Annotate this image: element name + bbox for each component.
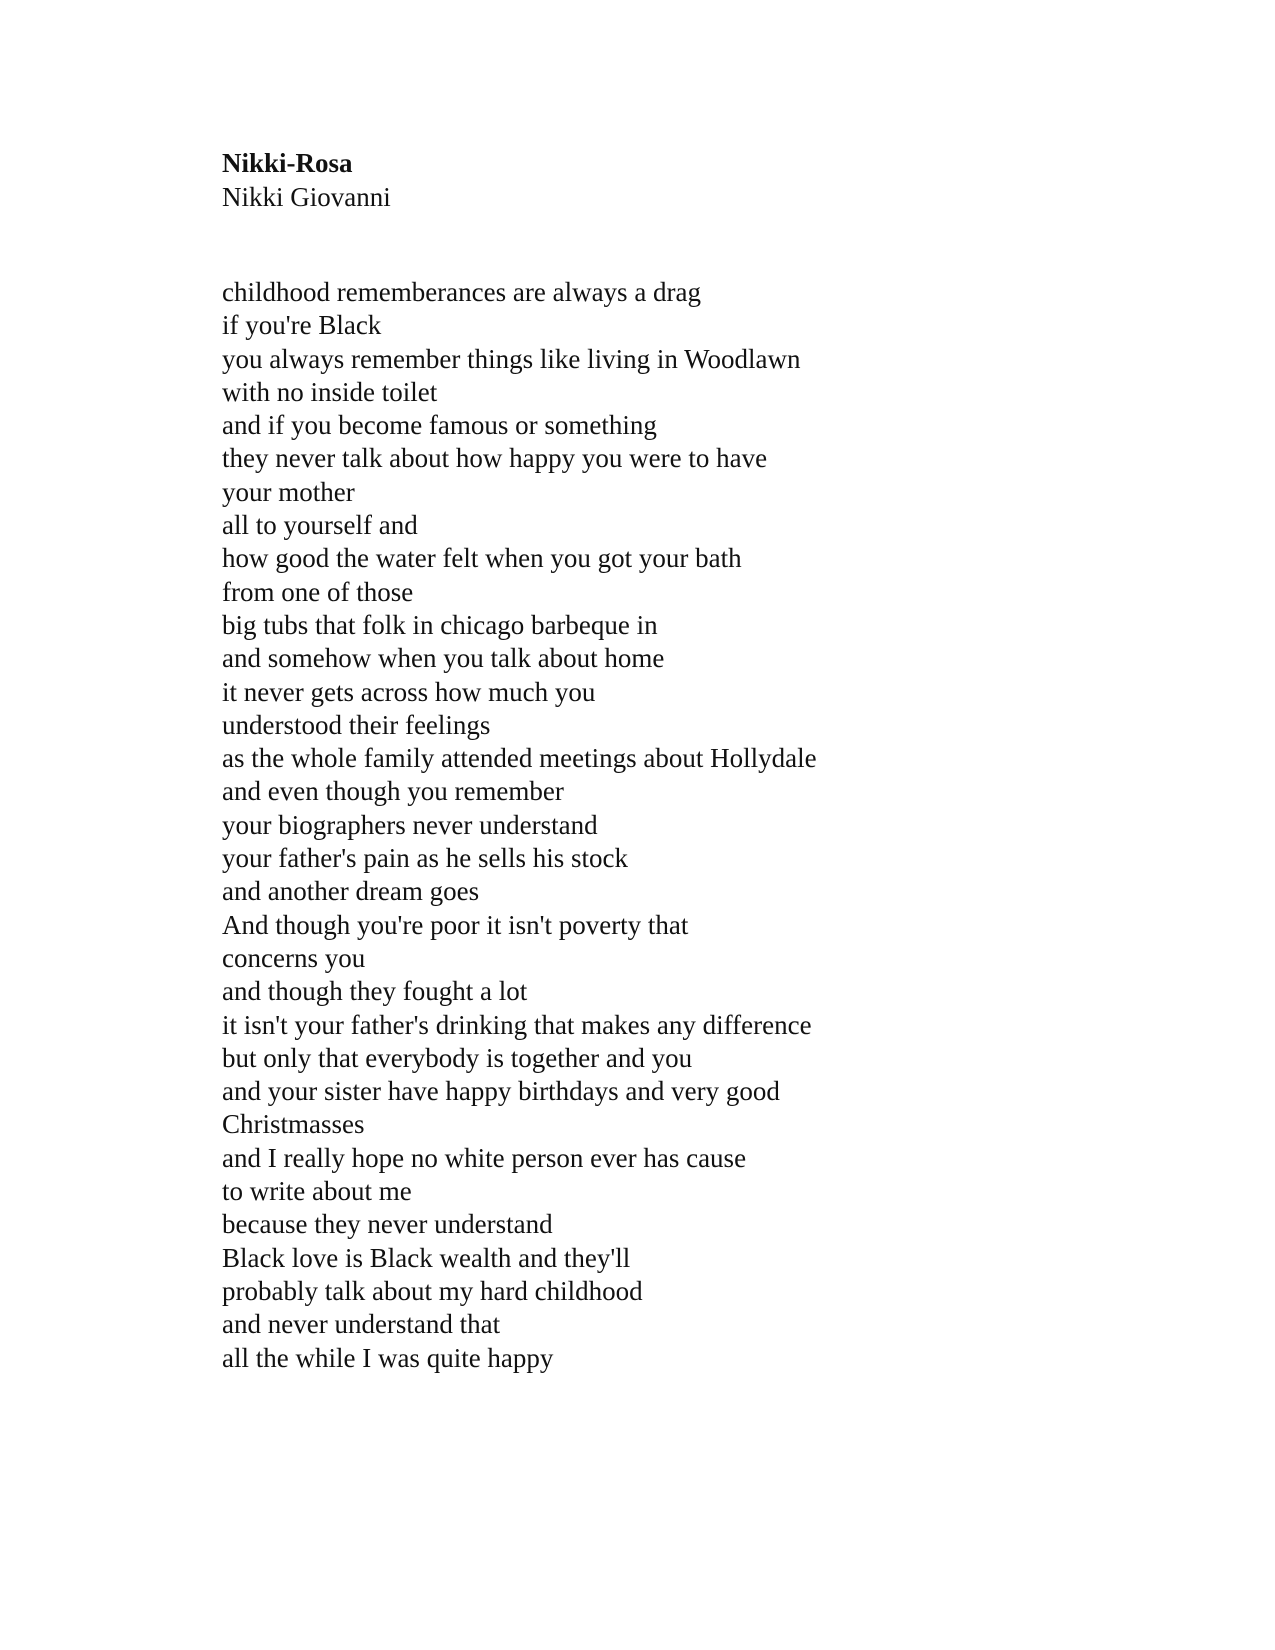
poem-line: probably talk about my hard childhood bbox=[222, 1275, 643, 1306]
poem-title: Nikki-Rosa bbox=[222, 148, 353, 178]
poem-line: all the while I was quite happy bbox=[222, 1342, 554, 1373]
poem-line: to write about me bbox=[222, 1176, 412, 1207]
poem-line: they never talk about how happy you were to have bbox=[222, 443, 768, 474]
poem-line: your father's pain as he sells his stock bbox=[222, 843, 629, 874]
poem-line: all to yourself and bbox=[222, 510, 418, 541]
poem-line: your biographers never understand bbox=[222, 809, 598, 840]
poem-line: how good the water felt when you got your bath bbox=[222, 543, 742, 574]
poem-line: you always remember things like living in Woodlawn bbox=[222, 343, 801, 374]
poem-line: And though you're poor it isn't poverty that bbox=[222, 909, 689, 940]
poem-author: Nikki Giovanni bbox=[222, 182, 391, 212]
poem-line: and if you become famous or something bbox=[222, 410, 657, 441]
poem-line: and never understand that bbox=[222, 1309, 501, 1340]
poem-line: and somehow when you talk about home bbox=[222, 643, 665, 674]
poem-line: because they never understand bbox=[222, 1209, 553, 1240]
poem-line: if you're Black bbox=[222, 310, 382, 341]
poem-line: and though they fought a lot bbox=[222, 976, 528, 1007]
poem-line: understood their feelings bbox=[222, 709, 491, 740]
poem-content bbox=[222, 146, 1202, 1375]
poem-line: Black love is Black wealth and they'll bbox=[222, 1242, 631, 1273]
poem-line: your mother bbox=[222, 476, 355, 507]
poem-body bbox=[222, 276, 1202, 1375]
poem-line: from one of those bbox=[222, 576, 414, 607]
poem-line: and your sister have happy birthdays and very good bbox=[222, 1076, 780, 1107]
poem-line: Christmasses bbox=[222, 1109, 365, 1140]
poem-line: childhood rememberances are always a drag bbox=[222, 277, 702, 307]
poem-line: big tubs that folk in chicago barbeque in bbox=[222, 609, 658, 640]
poem-line: as the whole family attended meetings about Hollydale bbox=[222, 743, 817, 774]
poem-line: it never gets across how much you bbox=[222, 676, 596, 707]
poem-line: concerns you bbox=[222, 942, 366, 973]
poem-line: but only that everybody is together and you bbox=[222, 1042, 693, 1073]
poem-line: and even though you remember bbox=[222, 776, 564, 807]
poem-line: and another dream goes bbox=[222, 876, 480, 907]
poem-line: and I really hope no white person ever has cause bbox=[222, 1142, 747, 1173]
poem-line: with no inside toilet bbox=[222, 376, 438, 407]
poem-line: it isn't your father's drinking that makes any difference bbox=[222, 1009, 812, 1040]
